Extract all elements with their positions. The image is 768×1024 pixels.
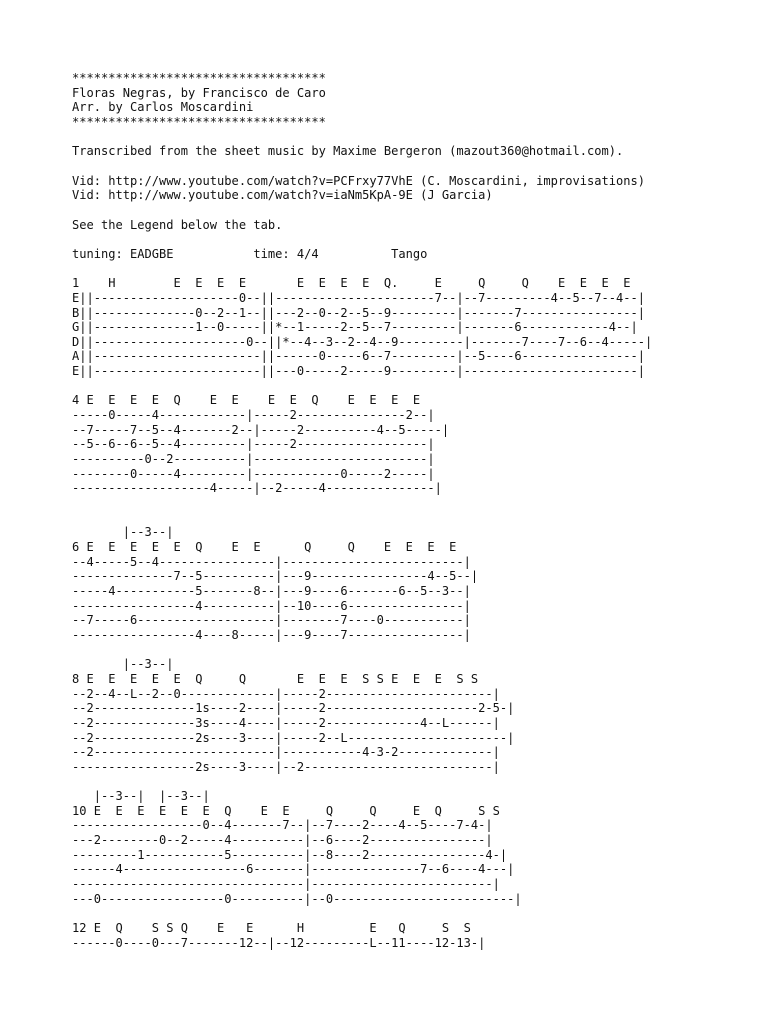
text-line: *********************************** [72,71,326,85]
text-line: 1 H E E E E E E E E Q. E Q Q E E E E [72,276,631,291]
text-line: Arr. by Carlos Moscardini [72,100,254,115]
text-line: --2-------------------------|-----------4-3-2-------------| [72,745,500,760]
text-line: Vid: http://www.youtube.com/watch?v=PCFrxy77VhE (C. Moscardini, improvisations) [72,173,645,188]
tab-text-body [72,71,762,950]
text-line: A||-----------------------||------0-----6--7---------|--5----6----------------| [72,349,645,364]
text-line: ---2--------0--2-----4----------|--6----2----------------| [72,833,493,848]
text-line: --2--4--L--2--0-------------|-----2-----------------------| [72,686,500,701]
text-line: E||-----------------------||---0-----2-----9---------|------------------------| [72,364,645,379]
text-line: Vid: http://www.youtube.com/watch?v=iaNm5KpA-9E (J Garcia) [72,188,493,203]
text-line: E||--------------------0--||----------------------7--|--7---------4--5--7--4--| [72,290,645,305]
text-line: See the Legend below the tab. [72,217,283,232]
text-line: -----------------4----------|--10----6----------------| [72,598,471,613]
text-line: 8 E E E E E Q Q E E E S S E E E S S [72,671,479,686]
text-line: G||--------------1--0-----||*--1-----2--5--7---------|-------6------------4--| [72,320,638,335]
text-line: tuning: EADGBE time: 4/4 Tango [72,246,428,261]
text-line: Transcribed from the sheet music by Maxime Bergeron (mazout360@hotmail.com). [72,144,624,159]
text-line: --------0-----4---------|------------0-----2-----| [72,466,435,481]
text-line: ---------1-----------5----------|--8----2----------------4-| [72,847,508,862]
text-line: --7-----7--5--4-------2--|-----2----------4--5-----| [72,422,450,437]
text-line: *********************************** [72,114,326,129]
text-line: ------------------0--4-------7--|--7----2----4--5----7-4-| [72,818,493,833]
text-line: -----------------4----8-----|---9----7----------------| [72,627,471,642]
text-line: |--3--| |--3--| [72,789,210,804]
text-line: ---0-----------------0----------|--0-------------------------| [72,891,522,906]
text-line: ------0----0---7-------12--|--12---------L--11----12-13-| [72,935,486,950]
text-line: |--3--| [72,525,174,540]
text-line: --2--------------3s----4----|-----2-------------4--L------| [72,715,500,730]
text-line: ----------0--2----------|------------------------| [72,452,435,467]
text-line: 6 E E E E E Q E E Q Q E E E E [72,540,457,554]
text-line: -----4-----------5-------8--|---9----6-------6--5--3--| [72,583,471,598]
text-line: --------------------------------|-------------------------| [72,877,500,892]
tab-document [72,71,762,950]
text-line: B||--------------0--2--1--||---2--0--2--5--9---------|-------7----------------| [72,305,645,320]
text-line: --2--------------1s----2----|-----2---------------------2-5-| [72,701,515,716]
text-line: --7-----6-------------------|--------7----0-----------| [72,613,471,628]
text-line: --5--6--6--5--4---------|-----2------------------| [72,437,435,452]
text-line: D||---------------------0--||*--4--3--2--4--9---------|-------7----7--6--4-----| [72,334,653,349]
text-line: -------------------4-----|--2-----4---------------| [72,481,442,496]
text-line: 4 E E E E Q E E E E Q E E E E [72,393,421,408]
text-line: -----------------2s----3----|--2--------------------------| [72,759,500,774]
text-line: --4-----5--4----------------|-------------------------| [72,554,471,569]
text-line: --2--------------2s----3----|-----2--L----------------------| [72,730,515,745]
text-line: 12 E Q S S Q E E H E Q S S [72,921,471,936]
text-line: -----0-----4------------|-----2---------------2--| [72,408,435,423]
text-line: 10 E E E E E E Q E E Q Q E Q S S [72,803,500,818]
text-line: ------4-----------------6-------|---------------7--6----4---| [72,862,515,877]
text-line: Floras Negras, by Francisco de Caro [72,85,326,100]
text-line: --------------7--5----------|---9----------------4--5--| [72,569,479,584]
text-line: |--3--| [72,657,174,672]
